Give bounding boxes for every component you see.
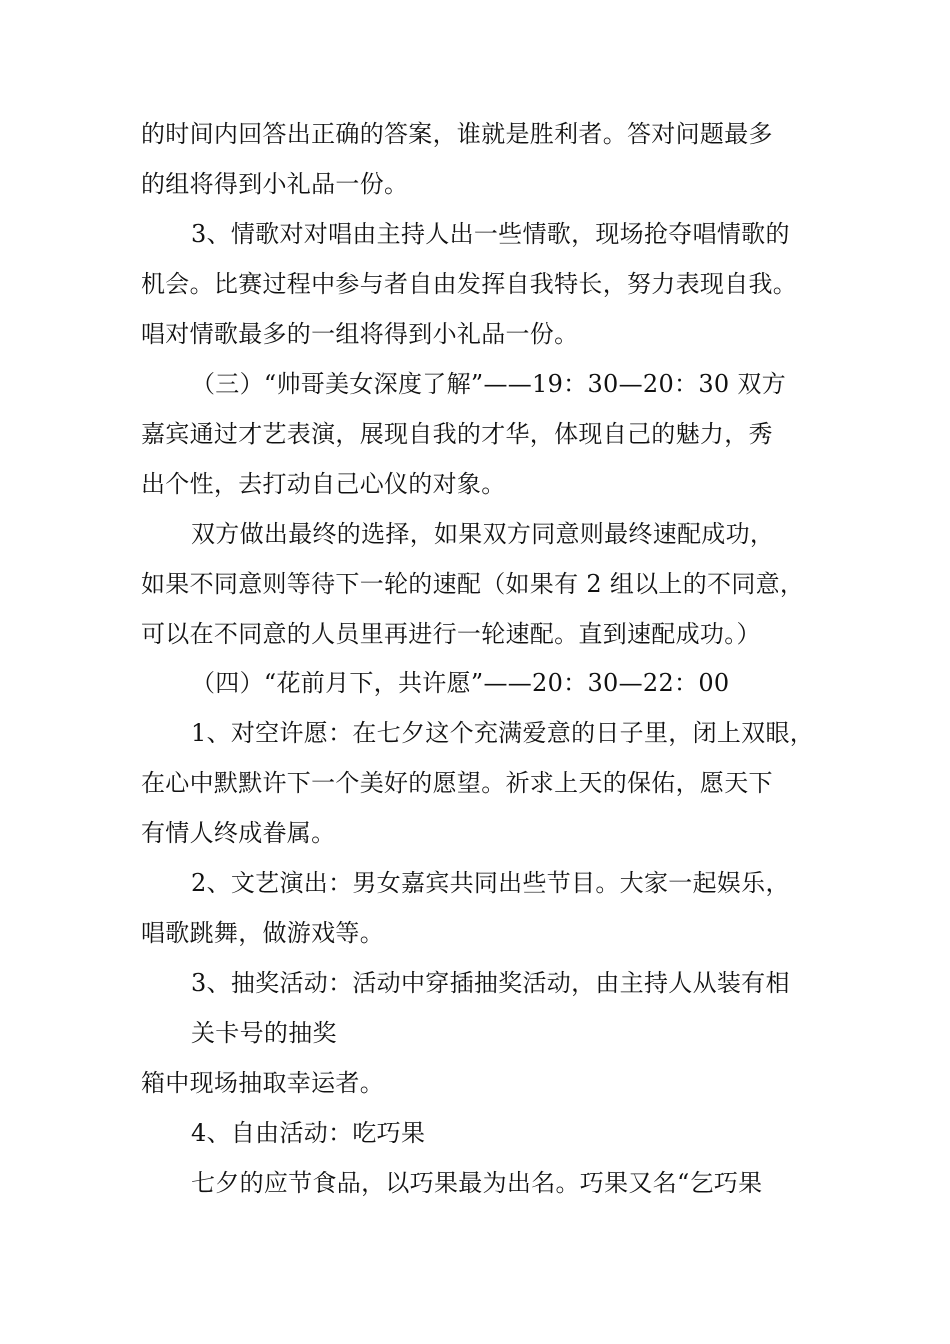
text-line-7: 嘉宾通过才艺表演，展现自我的才华，体现自己的魅力，秀 <box>141 420 773 448</box>
text-line-2: 的组将得到小礼品一份。 <box>141 170 409 198</box>
text-line-6: （三）“帅哥美女深度了解”——19：30—20：30 双方 <box>191 370 787 398</box>
text-line-9: 双方做出最终的选择，如果双方同意则最终速配成功， <box>191 520 775 548</box>
text-line-20: 箱中现场抽取幸运者。 <box>141 1069 384 1097</box>
text-line-11: 可以在不同意的人员里再进行一轮速配。直到速配成功。） <box>141 620 761 648</box>
text-line-21: 4、自由活动：吃巧果 <box>191 1119 426 1147</box>
text-line-14: 在心中默默许下一个美好的愿望。祈求上天的保佑，愿天下 <box>141 769 773 797</box>
text-line-17: 唱歌跳舞，做游戏等。 <box>141 919 384 947</box>
text-line-5: 唱对情歌最多的一组将得到小礼品一份。 <box>141 320 579 348</box>
text-line-19: 关卡号的抽奖 <box>191 1019 337 1047</box>
text-line-15: 有情人终成眷属。 <box>141 819 336 847</box>
text-line-12: （四）“花前月下，共许愿”——20：30—22：00 <box>191 669 730 697</box>
text-line-3: 3、情歌对对唱由主持人出一些情歌，现场抢夺唱情歌的 <box>191 220 790 248</box>
text-line-1: 的时间内回答出正确的答案，谁就是胜利者。答对问题最多 <box>141 120 773 148</box>
text-line-22: 七夕的应节食品，以巧果最为出名。巧果又名“乞巧果 <box>191 1169 763 1197</box>
text-line-16: 2、文艺演出：男女嘉宾共同出些节目。大家一起娱乐， <box>191 869 790 897</box>
text-line-8: 出个性，去打动自己心仪的对象。 <box>141 470 506 498</box>
text-line-10: 如果不同意则等待下一轮的速配（如果有 2 组以上的不同意， <box>141 570 805 598</box>
text-line-4: 机会。比赛过程中参与者自由发挥自我特长，努力表现自我。 <box>141 270 798 298</box>
text-line-13: 1、对空许愿：在七夕这个充满爱意的日子里，闭上双眼， <box>191 719 815 747</box>
text-line-18: 3、抽奖活动：活动中穿插抽奖活动，由主持人从装有相 <box>191 969 790 997</box>
